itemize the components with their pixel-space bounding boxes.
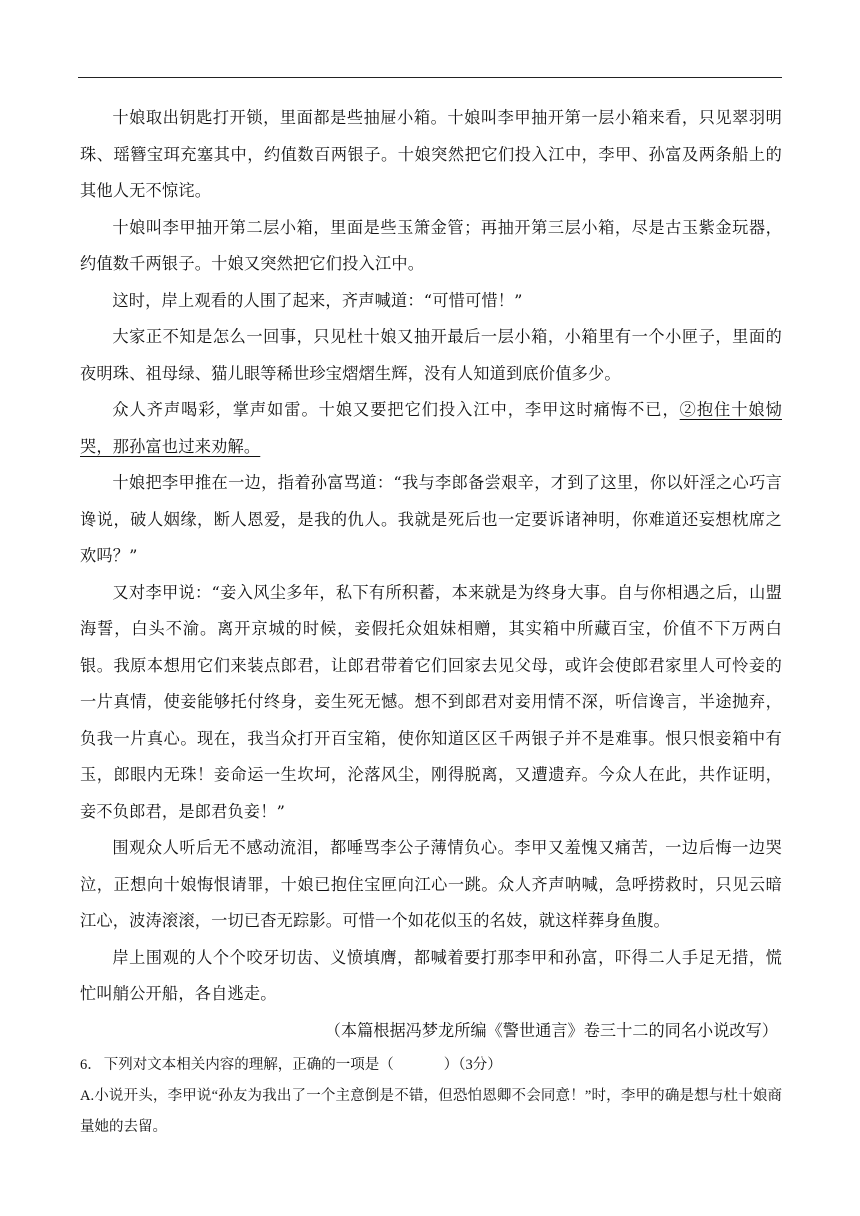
- option-a: A.小说开头，李甲说“孙友为我出了一个主意倒是不错，但恐怕恩卿不会同意！”时，李甲的确是想与杜十娘商量她的去留。: [80, 1088, 782, 1135]
- question-stem: 下列对文本相关内容的理解，正确的一项是（: [103, 1057, 394, 1073]
- question-number: 6．: [80, 1057, 102, 1073]
- paragraph-4: 大家正不知是怎么一回事，只见杜十娘又抽开最后一层小箱，小箱里有一个小匣子，里面的夜明珠、祖母绿、猫儿眼等稀世珍宝熠熠生辉，没有人知道到底价值多少。: [80, 327, 782, 383]
- paragraph-5-text: 众人齐声喝彩，掌声如雷。十娘又要把它们投入江中，李甲这时痛悔不已，: [112, 400, 680, 419]
- question-6: [80, 1049, 782, 1081]
- paragraph-7: 又对李甲说：“妾入风尘多年，私下有所积蓄，本来就是为终身大事。自与你相遇之后，山盟海誓，白头不渝。离开京城的时候，妾假托众姐妹相赠，其实箱中所藏百宝，价值不下万两白银。我原本想用它们来装点郎君，让郎君带着它们回家去见父母，或许会使郎君家里人可怜妾的一片真情，使妾能够托付终身，妾生死无憾。想不到郎君对妾用情不深，听信谗言，半途抛弃，负我一片真心。现在，我当众打开百宝箱，使你知道区区千两银子并不是难事。恨只恨妾箱中有玉，郎眼内无珠！妾命运一生坎坷，沦落风尘，刚得脱离，又遭遗弃。今众人在此，共作证明，妾不负郎君，是郎君负妾！”: [80, 582, 782, 821]
- paragraph-2: 十娘叫李甲抽开第二层小箱，里面是些玉箫金管；再抽开第三层小箱，尽是古玉紫金玩器，约值数千两银子。十娘又突然把它们投入江中。: [80, 217, 782, 273]
- paragraph-8: 围观众人听后无不感动流泪，都唾骂李公子薄情负心。李甲又羞愧又痛苦，一边后悔一边哭泣，正想向十娘悔恨请罪，十娘已抱住宝匣向江心一跳。众人齐声呐喊，急呼捞救时，只见云暗江心，波涛滚滚，一切已杳无踪影。可惜一个如花似玉的名妓，就这样葬身鱼腹。: [80, 838, 782, 930]
- paragraph-5: [80, 392, 782, 465]
- paragraph-1: 十娘取出钥匙打开锁，里面都是些抽屉小箱。十娘叫李甲抽开第一层小箱来看，只见翠羽明珠、瑶簪宝珥充塞其中，约值数百两银子。十娘突然把它们投入江中，李甲、孙富及两条船上的其他人无不惊诧。: [80, 108, 782, 200]
- paragraph-9: 岸上围观的人个个咬牙切齿、义愤填膺，都喊着要打那李甲和孙富，吓得二人手足无措，慌忙叫艄公开船，各自逃走。: [80, 947, 782, 1003]
- header-rule: [78, 77, 782, 78]
- document-body: [80, 100, 782, 1143]
- source-note: （本篇根据冯梦龙所编《警世通言》卷三十二的同名小说改写）: [324, 1020, 778, 1040]
- paragraph-3: 这时，岸上观看的人围了起来，齐声喊道：“可惜可惜！”: [112, 290, 523, 310]
- paragraph-6: 十娘把李甲推在一边，指着孙富骂道：“我与李郎备尝艰辛，才到了这里，你以奸淫之心巧言谗说，破人姻缘，断人恩爱，是我的仇人。我就是死后也一定要诉诸神明，你难道还妄想枕席之欢吗？”: [80, 473, 782, 565]
- underlined-sentence-2: ②抱住十娘恸哭，那孙富也过来劝解。: [80, 400, 782, 456]
- question-score: ）（3分）: [443, 1057, 502, 1073]
